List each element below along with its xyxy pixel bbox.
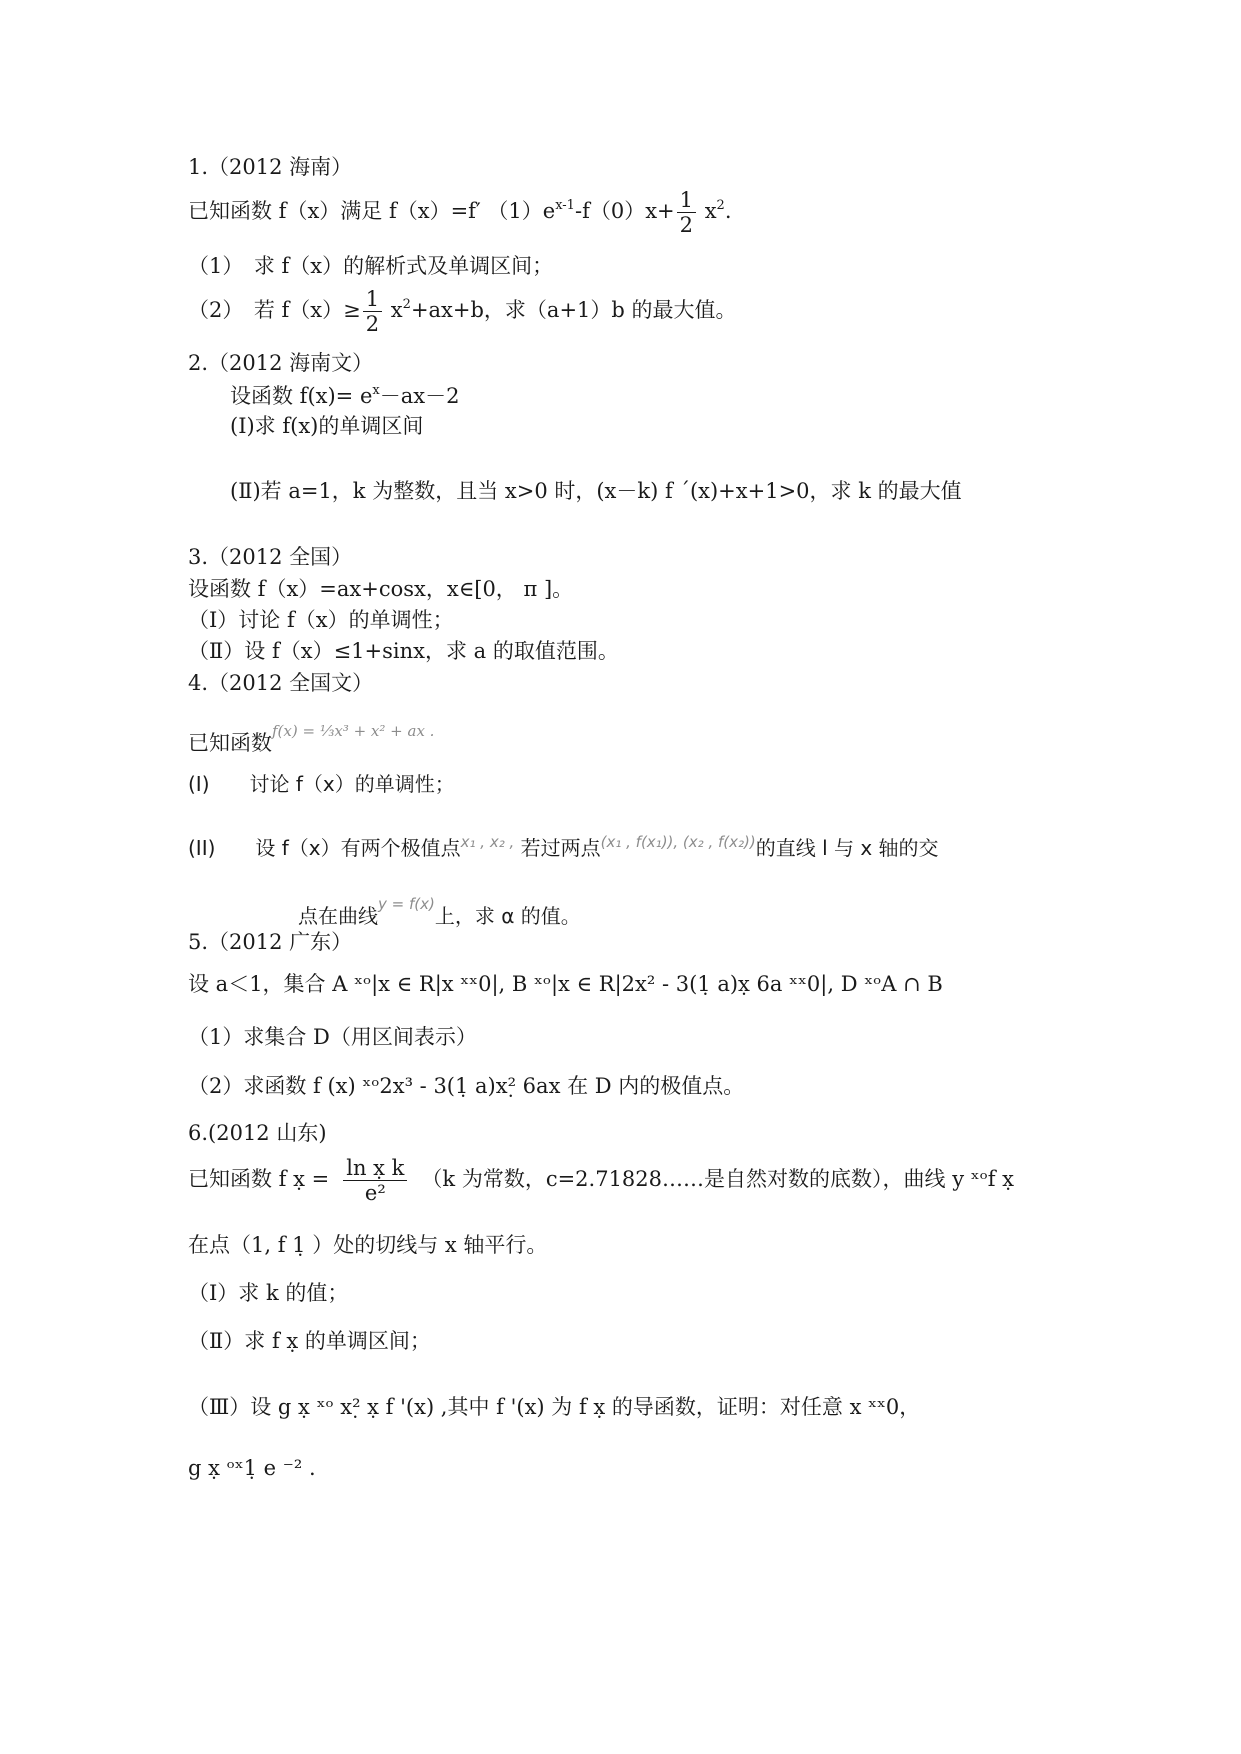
problem-1-stem: [188, 186, 732, 237]
problem-1-q1: （1） 求 f（x）的解析式及单调区间；: [188, 254, 554, 278]
problem-4-q1: (I) 讨论 f（x）的单调性；: [188, 772, 455, 796]
problem-4-q2-line2: [298, 891, 581, 929]
problem-6-stem-line2: 在点（1, f 1̣ ）处的切线与 x 轴平行。: [188, 1233, 548, 1257]
q-text: 上，求 α 的值。: [434, 904, 581, 928]
problem-5-heading: 5.（2012 广东）: [188, 930, 353, 954]
formula-image: x₁ , x₂ ,: [460, 833, 515, 851]
problem-4-stem: [188, 718, 434, 756]
fraction-numerator: 1: [363, 287, 382, 312]
fraction: [343, 1156, 407, 1205]
problem-3-q2: （Ⅱ）设 f（x）≤1+sinx，求 a 的取值范围。: [188, 639, 619, 663]
stem-text: -f（0）x+: [574, 199, 675, 223]
problem-4-heading: 4.（2012 全国文）: [188, 671, 374, 695]
q-text: (II) 设 f（x）有两个极值点: [188, 836, 461, 860]
exponent: 2: [716, 198, 725, 213]
problem-2-q1: (Ⅰ)求 f(x)的单调区间: [230, 414, 424, 438]
problem-6-q3: （Ⅲ）设 g x̣ ˣᵒ x²̣ x̣ f '(x) ,其中 f '(x) 为 f x̣ 的导函数，证明：对任意 x ˣˣ0，: [188, 1395, 921, 1419]
problem-2-heading: 2.（2012 海南文）: [188, 351, 374, 375]
problem-6-q3-line2: g x̣ ᵒˣ1̣ e ⁻² .: [188, 1456, 316, 1480]
stem-text: .: [724, 199, 732, 223]
problem-1-q2: [188, 284, 737, 336]
problem-3-stem: 设函数 f（x）=ax+cosx，x∈[0， π ]。: [188, 577, 574, 601]
exponent: 2: [402, 297, 411, 312]
problem-2-stem: [230, 383, 459, 409]
fraction: [677, 188, 696, 237]
problem-6-stem: [188, 1151, 1014, 1207]
q-text: 的直线 l 与 x 轴的交: [755, 836, 939, 860]
problem-6-q2: （Ⅱ）求 f x̣ 的单调区间；: [188, 1329, 431, 1353]
stem-text: 设函数 f(x)= e: [230, 384, 373, 408]
stem-text: 已知函数 f（x）满足 f（x）=f′ （1）e: [188, 199, 556, 223]
stem-text: x: [698, 199, 717, 223]
formula-image: y = f(x): [378, 895, 435, 913]
fraction: [363, 287, 382, 336]
formula-image: f(x) = ⅓x³ + x² + ax .: [272, 722, 435, 740]
exponent: x-1: [555, 198, 575, 213]
problem-3-heading: 3.（2012 全国）: [188, 545, 353, 569]
fraction-numerator: 1: [677, 188, 696, 213]
stem-text: －ax－2: [379, 384, 460, 408]
problem-6-q1: （Ⅰ）求 k 的值；: [188, 1281, 349, 1305]
q-text: x: [384, 298, 403, 322]
problem-5-stem: 设 a＜1，集合 A ˣᵒ|x ∈ R|x ˣˣ0|, B ˣᵒ|x ∈ R|2x² - 3(1̣ a)x̣ 6a ˣˣ0|, D ˣᵒA ∩ B: [188, 972, 943, 996]
problem-5-q2: （2）求函数 f (x) ˣᵒ2x³ - 3(1̣ a)x²̣ 6ax 在 D 内的极值点。: [188, 1074, 745, 1098]
q-text: 点在曲线: [298, 904, 378, 928]
problem-3-q1: （Ⅰ）讨论 f（x）的单调性；: [188, 608, 454, 632]
problem-2-q2: (Ⅱ)若 a=1，k 为整数，且当 x>0 时，(x－k) f ´(x)+x+1>0，求 k 的最大值: [230, 479, 962, 503]
exponent: x: [372, 383, 380, 398]
problem-6-heading: 6.(2012 山东): [188, 1121, 327, 1145]
stem-text: 已知函数: [188, 731, 272, 755]
problem-4-q2: [188, 829, 939, 861]
fraction-numerator: ln x̣ k: [343, 1156, 407, 1181]
fraction-denominator: 2: [365, 312, 380, 336]
stem-text: 已知函数 f x̣ =: [188, 1167, 330, 1191]
problem-1-heading: 1.（2012 海南）: [188, 155, 353, 179]
q-text: （2） 若 f（x）≥: [188, 298, 361, 322]
stem-text: （k 为常数，c=2.71828……是自然对数的底数），曲线 y ˣᵒf x̣: [421, 1167, 1015, 1191]
fraction-denominator: 2: [679, 213, 694, 237]
q-text: +ax+b，求（a+1）b 的最大值。: [410, 298, 737, 322]
formula-image: (x₁ , f(x₁)), (x₂ , f(x₂)): [600, 833, 756, 851]
problem-5-q1: （1）求集合 D（用区间表示）: [188, 1025, 477, 1049]
q-text: 若过两点: [514, 836, 601, 860]
fraction-denominator: e²: [364, 1181, 386, 1205]
